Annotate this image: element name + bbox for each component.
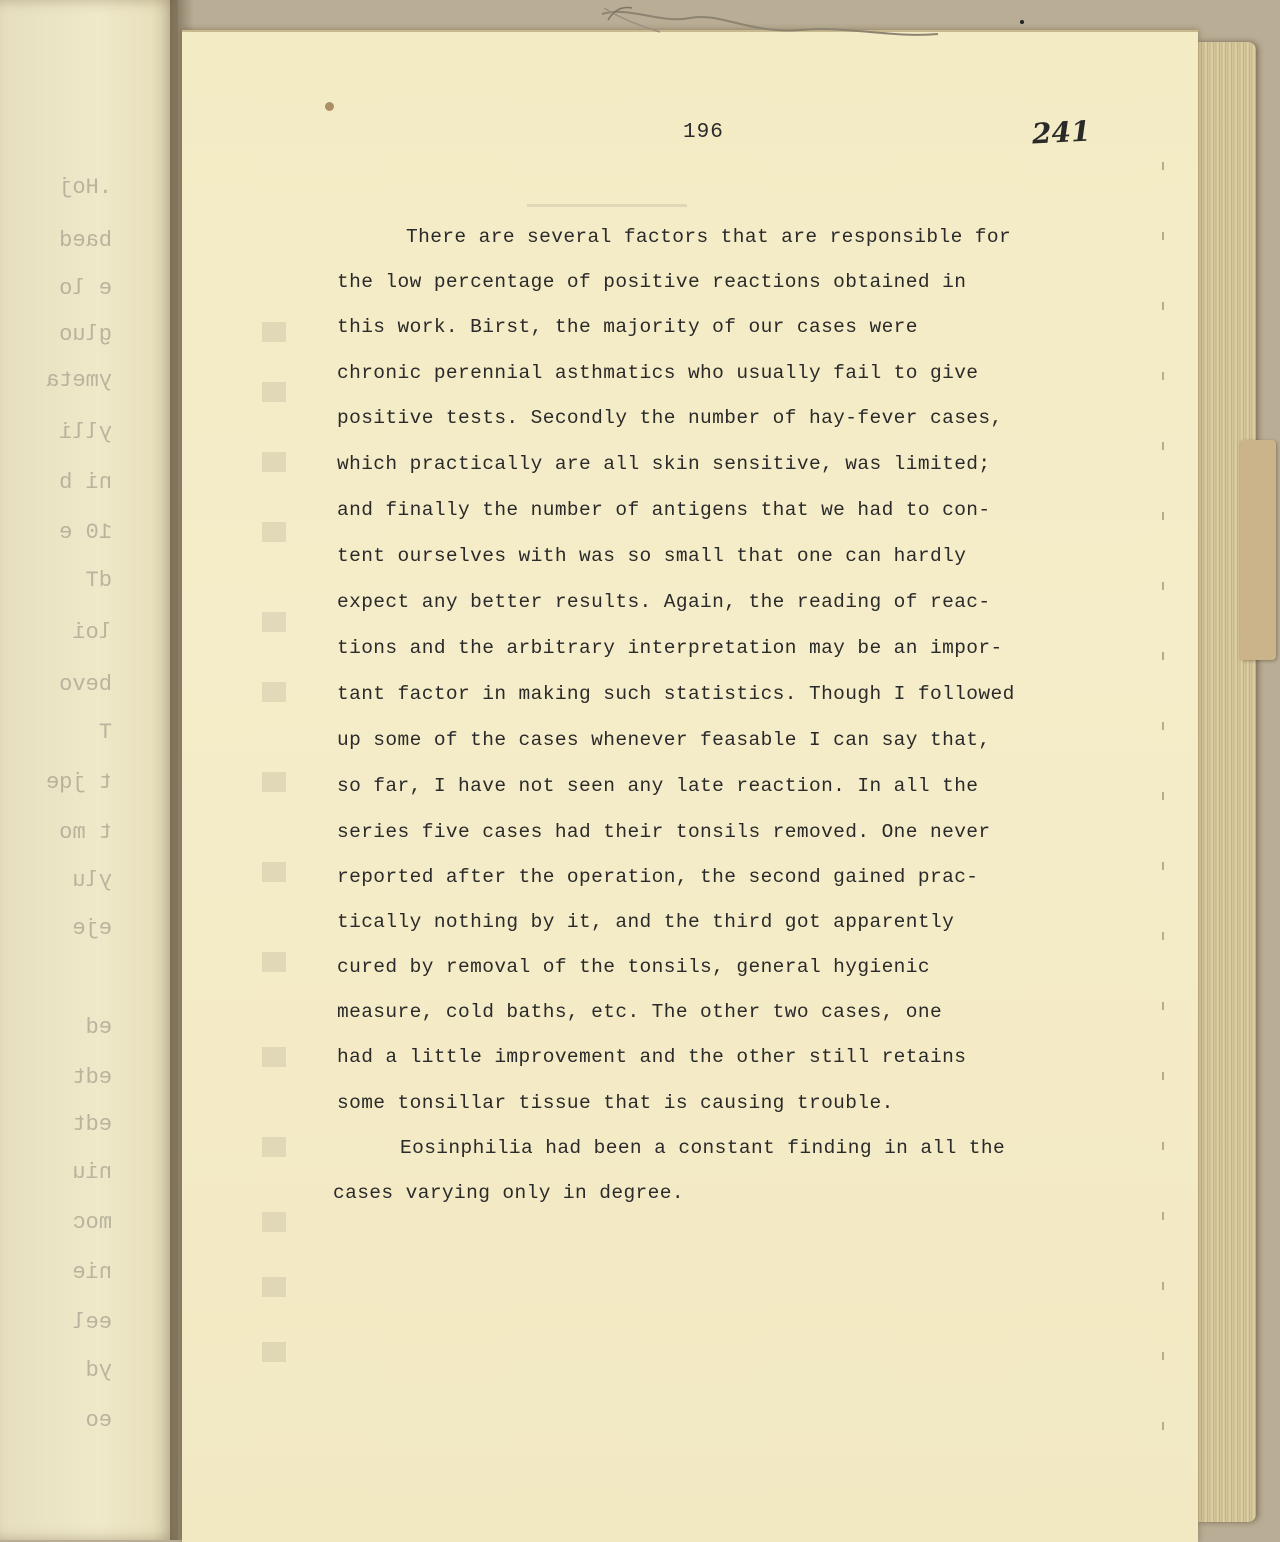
bleed-through-mark: [262, 612, 286, 632]
bleed-through-text: dT: [85, 568, 112, 593]
stain-spot: [325, 102, 334, 111]
bleed-through-mark: [262, 382, 286, 402]
margin-tick: [1162, 862, 1164, 870]
bleed-through-text: loi: [72, 620, 112, 645]
margin-tick: [1162, 302, 1164, 310]
bleed-through-mark: [262, 522, 286, 542]
bleed-through-text: edt: [72, 1065, 112, 1090]
ink-speck: [1020, 20, 1024, 24]
bleed-through-text: ylli: [59, 420, 112, 445]
body-line: series five cases had their tonsils removed. One never: [337, 821, 991, 843]
body-line: positive tests. Secondly the number of hay-fever cases,: [337, 407, 1003, 429]
body-line: had a little improvement and the other still retains: [337, 1046, 967, 1068]
page-edges: [1196, 42, 1256, 1522]
bleed-through-mark: [262, 1047, 286, 1067]
body-line: the low percentage of positive reactions obtained in: [337, 271, 967, 293]
bleed-through-text: eo: [85, 1408, 112, 1433]
bleed-through-text: t mo: [59, 820, 112, 845]
bleed-through-text: yd: [85, 1358, 112, 1383]
body-line: tions and the arbitrary interpretation may be an impor-: [337, 637, 1003, 659]
bleed-through-text: T: [98, 720, 112, 745]
bleed-through-text: ymeta: [45, 368, 112, 393]
body-line: tant factor in making such statistics. Though I followed: [337, 683, 1015, 705]
bleed-through-text: ed: [85, 1015, 112, 1040]
handwritten-folio-number: 241: [1031, 114, 1092, 151]
bleed-through-mark: [527, 204, 687, 207]
body-line: Eosinphilia had been a constant finding in all the: [400, 1137, 1006, 1159]
margin-tick: [1162, 1142, 1164, 1150]
body-line: up some of the cases whenever feasable I can say that,: [337, 729, 991, 751]
margin-tick: [1162, 582, 1164, 590]
bleed-through-mark: [262, 452, 286, 472]
body-line: so far, I have not seen any late reaction. In all the: [337, 775, 979, 797]
margin-tick: [1162, 1422, 1164, 1430]
margin-tick: [1162, 1282, 1164, 1290]
bleed-through-text: edt: [72, 1112, 112, 1137]
bleed-through-text: .Hoj: [59, 175, 112, 200]
bleed-through-text: 10 e: [59, 520, 112, 545]
margin-tick: [1162, 232, 1164, 240]
body-line: which practically are all skin sensitive, was limited;: [337, 453, 991, 475]
bleed-through-text: eje: [72, 916, 112, 941]
bleed-through-mark: [262, 1277, 286, 1297]
bleed-through-text: gluo: [59, 322, 112, 347]
margin-tick: [1162, 652, 1164, 660]
bleed-through-text: e lo: [59, 276, 112, 301]
bleed-through-mark: [262, 952, 286, 972]
margin-tick: [1162, 1072, 1164, 1080]
body-line: chronic perennial asthmatics who usually fail to give: [337, 362, 979, 384]
margin-tick: [1162, 792, 1164, 800]
body-line: cases varying only in degree.: [333, 1182, 684, 1204]
bleed-through-mark: [262, 322, 286, 342]
margin-tick: [1162, 162, 1164, 170]
torn-page-edge: [1240, 440, 1276, 660]
bleed-through-mark: [262, 1137, 286, 1157]
body-line: cured by removal of the tonsils, general hygienic: [337, 956, 930, 978]
body-line: tically nothing by it, and the third got apparently: [337, 911, 955, 933]
bleed-through-text: ylu: [72, 868, 112, 893]
body-line: some tonsillar tissue that is causing trouble.: [337, 1092, 894, 1114]
bleed-through-mark: [262, 682, 286, 702]
binding-thread: [600, 4, 940, 38]
bleed-through-text: eel: [72, 1310, 112, 1335]
bleed-through-text: t jqe: [45, 770, 112, 795]
margin-tick: [1162, 1352, 1164, 1360]
margin-tick: [1162, 442, 1164, 450]
body-line: tent ourselves with was so small that one can hardly: [337, 545, 967, 567]
margin-tick: [1162, 932, 1164, 940]
bleed-through-text: bevo: [59, 672, 112, 697]
body-line: expect any better results. Again, the reading of reac-: [337, 591, 991, 613]
margin-tick: [1162, 1212, 1164, 1220]
bleed-through-text: moc: [72, 1210, 112, 1235]
body-line: There are several factors that are responsible for: [406, 226, 1012, 248]
margin-tick: [1162, 372, 1164, 380]
margin-tick: [1162, 722, 1164, 730]
bleed-through-mark: [262, 862, 286, 882]
bleed-through-text: nie: [72, 1260, 112, 1285]
margin-tick: [1162, 512, 1164, 520]
margin-tick: [1162, 1002, 1164, 1010]
bleed-through-text: ni b: [59, 470, 112, 495]
page-number: 196: [683, 121, 724, 144]
body-line: reported after the operation, the second gained prac-: [337, 866, 979, 888]
left-facing-page: [0, 0, 178, 1540]
bleed-through-mark: [262, 772, 286, 792]
bleed-through-text: baed: [59, 228, 112, 253]
bleed-through-mark: [262, 1342, 286, 1362]
body-line: measure, cold baths, etc. The other two cases, one: [337, 1001, 943, 1023]
body-line: this work. Birst, the majority of our cases were: [337, 316, 918, 338]
body-line: and finally the number of antigens that we had to con-: [337, 499, 991, 521]
bleed-through-text: niu: [72, 1160, 112, 1185]
bleed-through-mark: [262, 1212, 286, 1232]
